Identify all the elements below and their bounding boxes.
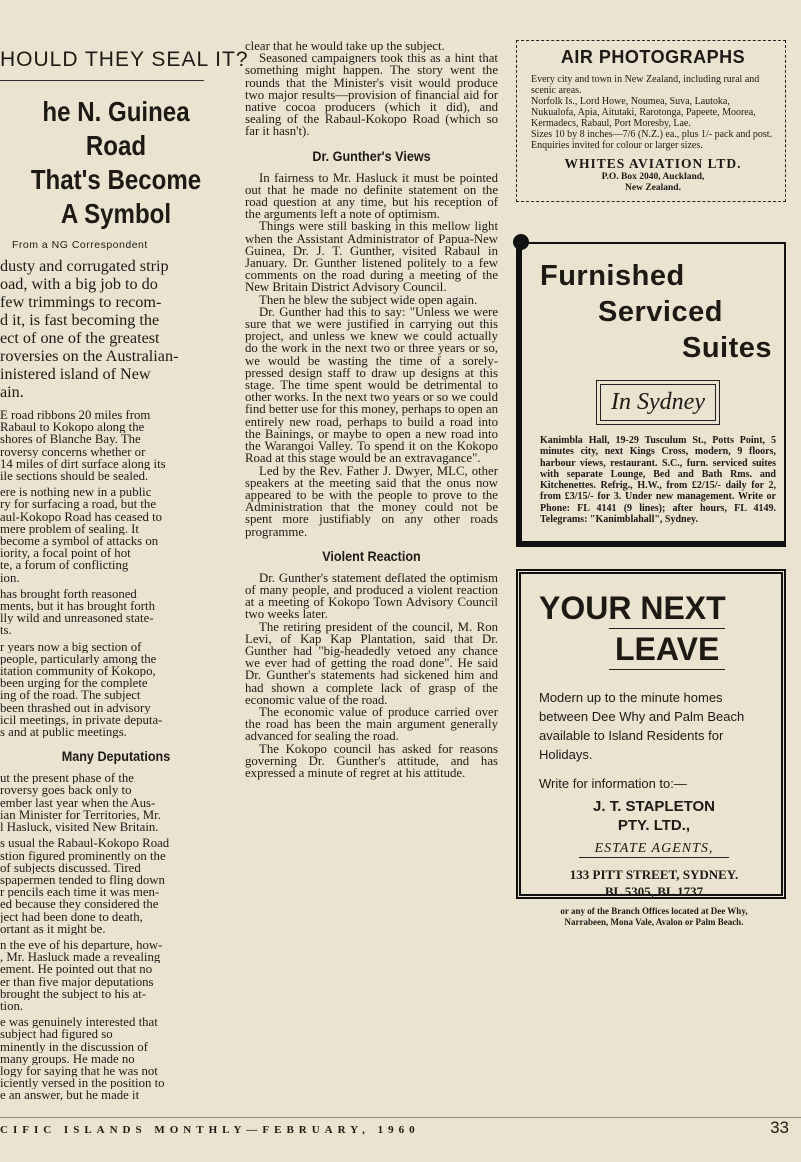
article-byline: From a NG Correspondent <box>12 239 148 251</box>
col2-para-6: Dr. Gunther had this to say: "Unless we were sure that we were justified in carrying out this project, and unless we knew we could actually do the work in the next two or three years or so, we would be wasting the time of a sorely-pressed design staff to draw up designs at this stage. The time spent would be detrimental to other works. In the next two years or so we could find better use for this money, perhaps to open an entirely new road, perhaps to build a road into the Bainings, or maybe to open a new road into the Warangoi Valley. To spend it on the Kokopo Road at this stage would be an extravagance". <box>245 304 498 466</box>
ad-air-text-2: Norfolk Is., Lord Howe, Noumea, Suva, Lautoka, Nukualofa, Apia, Aitutaki, Rarotonga, Papeete, Moorea, Kermadecs, Rabaul, Port Moresby, Lae. <box>531 96 756 129</box>
text-line: iority, a focal point of hot <box>0 547 131 560</box>
ad-leave-line-1: YOUR NEXT <box>539 590 726 626</box>
text-line: n the eve of his departure, how- <box>0 938 163 952</box>
footer-masthead: CIFIC ISLANDS MONTHLY—FEBRUARY, 1960 <box>0 1124 420 1136</box>
page-footer <box>0 1117 801 1140</box>
text-line: er than five major deputations <box>0 975 154 988</box>
text-line: has brought forth reasoned <box>0 587 137 601</box>
ad-suites-box <box>596 380 720 425</box>
ad-air-photographs <box>516 40 786 202</box>
text-line: roversy concerns whether or <box>0 445 146 458</box>
article-headline <box>16 95 216 231</box>
text-line: ject had been done to death, <box>0 910 143 923</box>
ads-column <box>516 40 786 927</box>
text-line: ts. <box>0 624 12 637</box>
text-line: s usual the Rabaul-Kokopo Road <box>0 837 170 850</box>
text-line: tion. <box>0 999 24 1013</box>
text-line: ing of the road. The subject <box>0 689 141 702</box>
text-line: ian Minister for Territories, Mr. <box>0 808 161 822</box>
kicker-rule <box>0 80 204 81</box>
article-kicker: HOULD THEY SEAL IT? <box>0 48 249 71</box>
text-line: iciently versed in the position to <box>0 1077 165 1090</box>
ad-suites-line-1: Furnished <box>540 260 685 292</box>
ad-air-title: AIR PHOTOGRAPHS <box>560 47 746 67</box>
text-line: , Mr. Hasluck made a revealing <box>0 951 161 964</box>
text-line: e was genuinely interested that <box>0 1016 158 1029</box>
text-line: shores of Blanche Bay. The <box>0 433 141 446</box>
text-line: been urging for the complete <box>0 677 148 690</box>
subheading-gunthers-views: Dr. Gunther's Views <box>312 147 431 164</box>
ad-air-address-1: P.O. Box 2040, Auckland, <box>601 172 705 182</box>
ad-suites-text: Kanimbla Hall, 19-29 Tusculum St., Potts Point, 5 minutes city, next Kings Cross, modern, 9 floors, harbour views, restaurant. S.C., furn. serviced suites with separate Lounge, Bed and Bath Rms. and Kitchenettes. Refrig., H.W., from £2/15/- daily for 2, from £3/15/- for 3. Under new management. Write or Phone: FL 4141 (9 lines); after hours, FL 4149. Telegrams: "Kanimblahall", Sydney. <box>540 435 776 526</box>
text-line: ile sections should be sealed. <box>0 470 149 483</box>
ad-air-text-3: Sizes 10 by 8 inches—7/6 (N.Z.) ea., plus 1/- pack and post. Enquiries invited for colour or larger sizes. <box>531 129 773 151</box>
col2-para-4: Things were still basking in this mellow light when the Assistant Administrator of Papua-New Guinea, Dr. J. T. Gunther, visited Rabaul in January. Dr. Gunther listened politely to a few comments on the road during a meeting of the New Britain District Advisory Council. <box>245 219 498 295</box>
ad-air-text: Every city and town in New Zealand, including rural and scenic areas. <box>531 74 760 96</box>
col1-para-3 <box>0 588 232 637</box>
text-line: ments, but it has brought forth <box>0 600 155 613</box>
text-line: aul-Kokopo Road has ceased to <box>0 510 163 523</box>
ad-leave-line-2: LEAVE <box>609 628 725 670</box>
text-line: been thrashed out in advisory <box>0 701 151 714</box>
text-line: ed because they considered the <box>0 898 159 911</box>
ad-suites-line-3: Suites <box>682 332 773 364</box>
text-line: r years now a big section of <box>0 640 142 653</box>
article-lead: dusty and corrugated strip oad, with a big job to do few trimmings to recom- d it, is fast becoming the ect of one of the greatest roversies on the Australian- inistered island of New ain. <box>0 257 179 401</box>
ad-leave-phone: BL 5305, BL 1737 <box>604 884 704 899</box>
col1-para-5 <box>0 772 232 833</box>
ad-air-company: WHITES AVIATION LTD. <box>564 156 742 171</box>
text-line: ortant as it might be. <box>0 922 106 935</box>
headline-line-2: That's Become <box>30 164 202 195</box>
ad-leave-text: Modern up to the minute homes between Dee Why and Palm Beach available to Island Residents for Holidays. <box>539 690 745 762</box>
col1-para-7 <box>0 939 232 1012</box>
text-line: ement. He pointed out that no <box>0 963 153 976</box>
text-line: minently in the discussion of <box>0 1040 148 1053</box>
ad-leave-name-1: J. T. STAPLETON <box>593 798 715 815</box>
text-line: ion. <box>0 571 20 584</box>
subheading-many-deputations: Many Deputations <box>61 748 171 765</box>
col1-para-8 <box>0 1016 232 1101</box>
col2-para-8: Dr. Gunther's statement deflated the optimism of many people, and produced a violent reaction at a meeting of Kokopo Town Advisory Council two weeks later. <box>245 570 498 622</box>
ad-leave-street: 133 PITT STREET, SYDNEY. <box>569 867 739 882</box>
text-line: r pencils each time it was men- <box>0 886 160 899</box>
text-line: 14 miles of dirt surface along its <box>0 457 166 471</box>
text-line: people, particularly among the <box>0 652 157 666</box>
col2-para-7: Led by the Rev. Father J. Dwyer, MLC, other speakers at the meeting said that the onus now appeared to be with the people to prove to the Administration that the money could not be spent more justifiably on any other roads programme. <box>245 463 498 539</box>
ad-suites-box-label: In Sydney <box>600 384 716 421</box>
text-line: itation community of Kokopo, <box>0 665 156 678</box>
col2-para-5: Then he blew the subject wide open again. <box>259 292 478 307</box>
bullet-dot-icon <box>513 234 529 250</box>
col2-para-1: clear that he would take up the subject. <box>245 39 445 53</box>
ad-air-address-2: New Zealand. <box>625 182 681 193</box>
article-column-2 <box>245 40 498 779</box>
text-line: mere problem of sealing. It <box>0 522 139 536</box>
ad-leave-agents: ESTATE AGENTS, <box>579 841 729 858</box>
text-line: Rabaul to Kokopo along the <box>0 421 145 434</box>
text-line: icil meetings, in private deputa- <box>0 713 163 727</box>
ad-leave-small: or any of the Branch Offices located at Dee Why, Narrabeen, Mona Vale, Avalon or Palm Beach. <box>560 906 748 927</box>
col1-para-1 <box>0 409 232 482</box>
col2-para-10: The economic value of produce carried over the road has been the main argument generally advanced for sealing the road. <box>245 704 498 744</box>
col2-para-3: In fairness to Mr. Hasluck it must be pointed out that he made no definite statement on the road question at any time, but his reception of the arguments left a note of optimism. <box>245 170 498 222</box>
text-line: spapermen tended to fling down <box>0 873 165 887</box>
headline-line-1: he N. Guinea Road <box>42 96 190 161</box>
page-number: 33 <box>770 1118 789 1137</box>
article-column-1 <box>0 40 249 1106</box>
text-line: s and at public meetings. <box>0 726 127 739</box>
text-line: of subjects discussed. Tired <box>0 861 141 874</box>
subheading-violent-reaction: Violent Reaction <box>322 547 421 564</box>
text-line: roversy goes back only to <box>0 784 132 797</box>
text-line: many groups. He made no <box>0 1052 135 1065</box>
ad-suites-line-2: Serviced <box>598 296 723 328</box>
text-line: E road ribbons 20 miles from <box>0 409 151 422</box>
text-line: ere is nothing new in a public <box>0 486 152 499</box>
text-line: stion figured prominently on the <box>0 849 166 862</box>
col1-para-2 <box>0 486 232 584</box>
col2-para-2: Seasoned campaigners took this as a hint that something might happen. The story went the rounds that the Minister's visit would produce two major results—provision of financial aid for native cocoa producers (which it did), and sealing of the Rabaul-Kokopo Road (which so far it hasn't). <box>245 51 498 139</box>
ad-your-next-leave <box>516 569 786 927</box>
text-line: brought the subject to his at- <box>0 987 147 1000</box>
ad-serviced-suites <box>516 242 786 547</box>
col1-para-6 <box>0 837 232 935</box>
col1-para-4 <box>0 641 232 739</box>
text-line: subject had figured so <box>0 1028 113 1041</box>
text-line: ry for surfacing a road, but the <box>0 498 156 511</box>
text-line: become a symbol of attacks on <box>0 535 159 548</box>
text-line: ember last year when the Aus- <box>0 796 156 809</box>
col2-para-9: The retiring president of the council, M. Ron Levi, of Kap Kap Plantation, said that Dr. Gunther had "big-headedly vetoed any chance we ever had of getting the road done". He said Dr. Gunther's statements had sickened him and had shown a complete lack of grasp of the economic value of the road. <box>245 619 498 707</box>
text-line: logy for saying that he was not <box>0 1064 158 1078</box>
text-line: l Hasluck, visited New Britain. <box>0 821 159 834</box>
text-line: ut the present phase of the <box>0 772 134 785</box>
ad-leave-name-2: PTY. LTD., <box>617 817 691 834</box>
text-line: e an answer, but he made it <box>0 1089 140 1102</box>
text-line: lly wild and unreasoned state- <box>0 612 154 625</box>
col2-para-11: The Kokopo council has asked for reasons governing Dr. Gunther's attitude, and has expressed a minute of regret at his attitude. <box>245 741 498 780</box>
text-line: te, a forum of conflicting <box>0 559 129 572</box>
ad-leave-name <box>539 797 769 835</box>
headline-line-3: A Symbol <box>60 198 172 229</box>
ad-leave-write: Write for information to:— <box>539 776 687 791</box>
